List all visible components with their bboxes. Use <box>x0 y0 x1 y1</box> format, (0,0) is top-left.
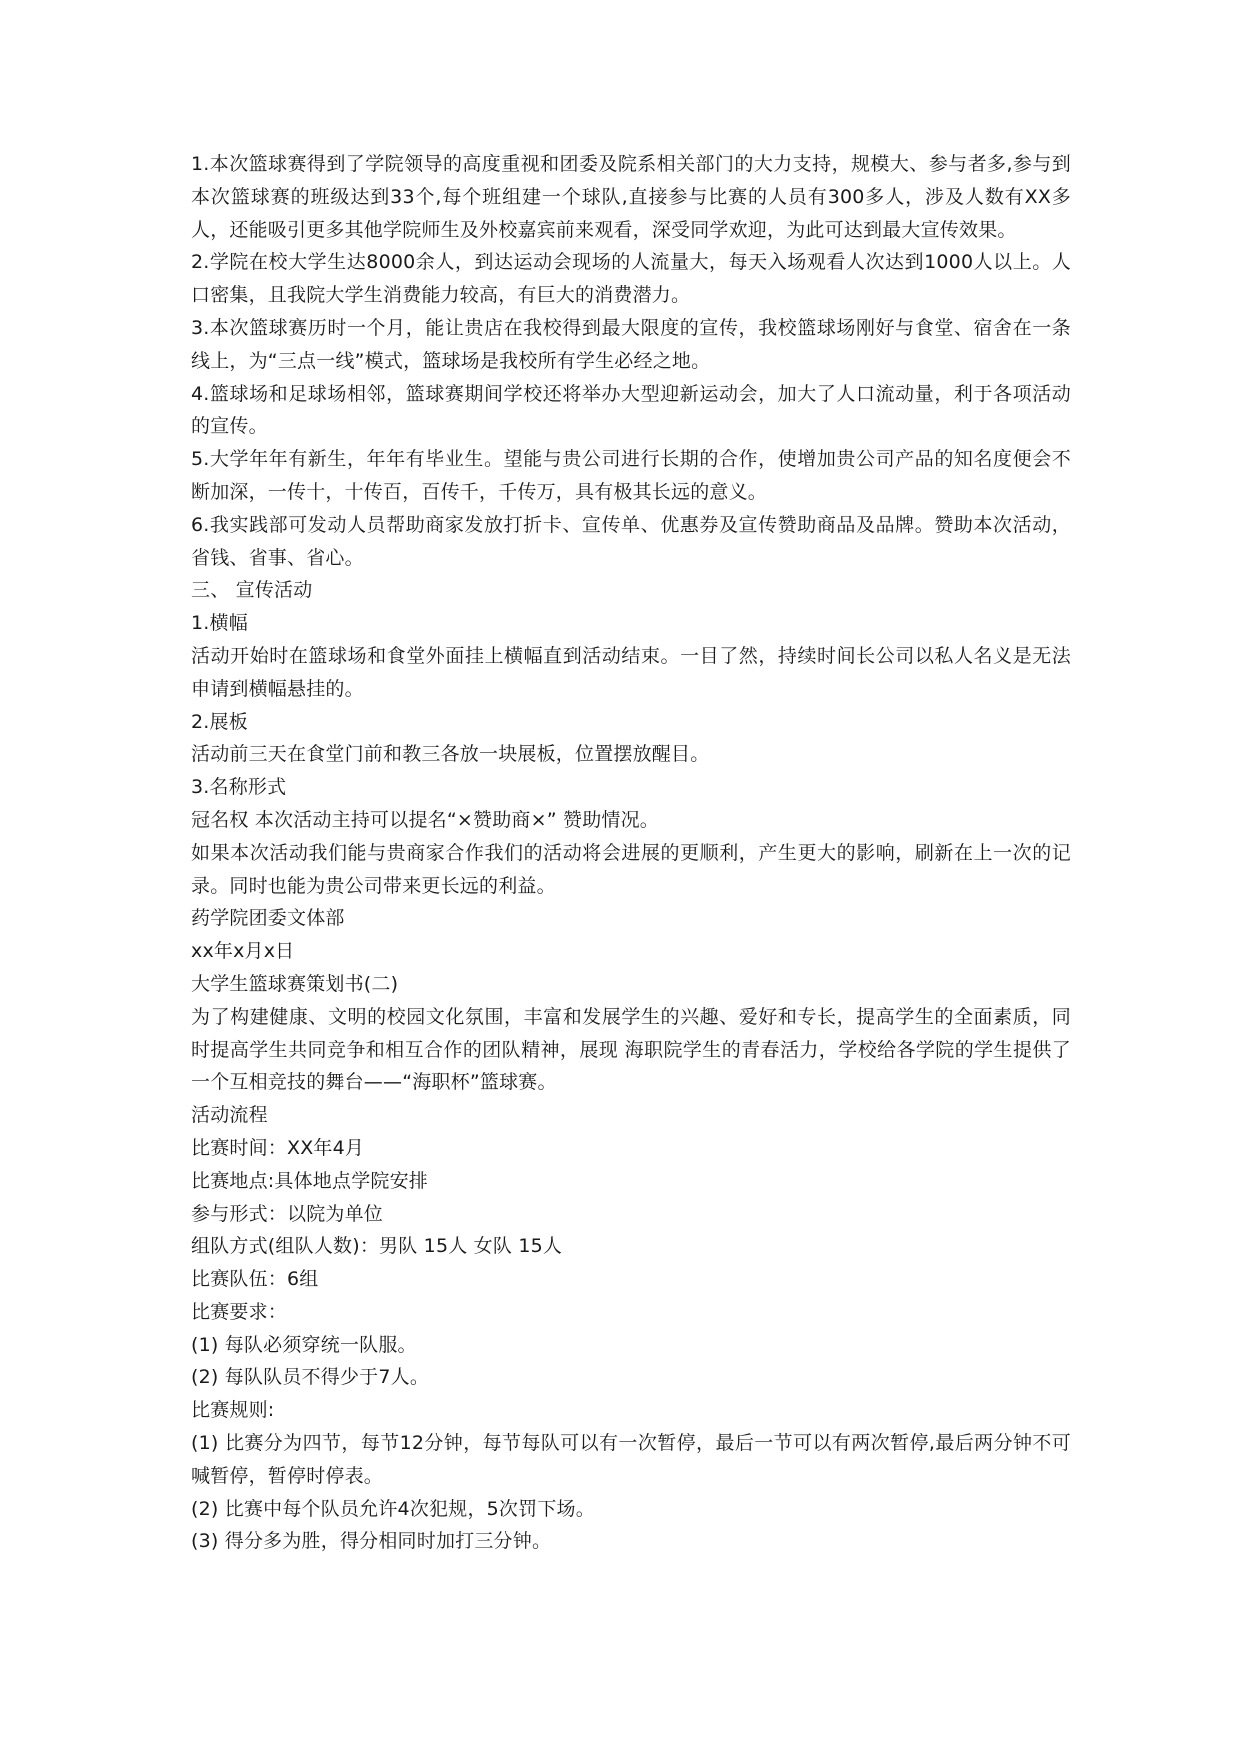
list-item: 比赛队伍：6组 <box>191 1268 319 1291</box>
list-item: 比赛地点:具体地点学院安排 <box>191 1169 429 1192</box>
paragraph: 1.本次篮球赛得到了学院领导的高度重视和团委及院系相关部门的大力支持，规模大、参与者多,参与到本次篮球赛的班级达到33个,每个班组建一个球队,直接参与比赛的人员有300多人，涉及人数有XX多人，还能吸引更多其他学院师生及外校嘉宾前来观看，深受同学欢迎，为此可达到最大宣传效果。 <box>191 153 1071 241</box>
list-item: (3) 得分多为胜，得分相同时加打三分钟。 <box>191 1530 552 1553</box>
subheading: 活动流程 <box>191 1104 268 1127</box>
subheading: 2.展板 <box>191 710 248 733</box>
document-title: 大学生篮球赛策划书(二) <box>191 972 399 995</box>
list-item: (2) 比赛中每个队员允许4次犯规，5次罚下场。 <box>191 1497 595 1520</box>
paragraph: 2.学院在校大学生达8000余人，到达运动会现场的人流量大，每天入场观看人次达到1000人以上。人口密集，且我院大学生消费能力较高，有巨大的消费潜力。 <box>191 251 1071 307</box>
list-item: (1) 每队必须穿统一队服。 <box>191 1333 417 1356</box>
subheading: 比赛规则: <box>191 1399 275 1422</box>
paragraph: 5.大学年年有新生，年年有毕业生。望能与贵公司进行长期的合作，使增加贵公司产品的知名度便会不断加深，一传十，十传百，百传千，千传万，具有极其长远的意义。 <box>191 448 1071 503</box>
list-item: 参与形式：以院为单位 <box>191 1202 384 1225</box>
paragraph: 冠名权 本次活动主持可以提名“×赞助商×” 赞助情况。 <box>191 808 660 831</box>
paragraph: 活动前三天在食堂门前和教三各放一块展板，位置摆放醒目。 <box>191 743 710 766</box>
paragraph: 为了构建健康、文明的校园文化氛围，丰富和发展学生的兴趣、爱好和专长，提高学生的全面素质，同时提高学生共同竞争和相互合作的团队精神，展现 海职院学生的青春活力，学校给各学院的学生提供了一个互相竞技的舞台——“海职杯”篮球赛。 <box>191 1005 1071 1094</box>
paragraph: 活动开始时在篮球场和食堂外面挂上横幅直到活动结束。一目了然，持续时间长公司以私人名义是无法申请到横幅悬挂的。 <box>191 644 1071 700</box>
signature-date: xx年x月x日 <box>191 940 295 963</box>
paragraph: 6.我实践部可发动人员帮助商家发放打折卡、宣传单、优惠券及宣传赞助商品及品牌。赞助本次活动，省钱、省事、省心。 <box>191 513 1071 569</box>
paragraph: 4.篮球场和足球场相邻，篮球赛期间学校还将举办大型迎新运动会，加大了人口流动量，利于各项活动的宣传。 <box>191 382 1071 438</box>
list-item: (1) 比赛分为四节，每节12分钟，每节每队可以有一次暂停，最后一节可以有两次暂停,最后两分钟不可喊暂停，暂停时停表。 <box>191 1432 1071 1487</box>
section-heading: 三、 宣传活动 <box>191 579 313 602</box>
list-item: 组队方式(组队人数)：男队 15人 女队 15人 <box>191 1235 563 1258</box>
document-page <box>191 148 1071 1558</box>
paragraph: 如果本次活动我们能与贵商家合作我们的活动将会进展的更顺利，产生更大的影响，刷新在上一次的记录。同时也能为贵公司带来更长远的利益。 <box>191 841 1071 897</box>
list-item: 比赛时间：XX年4月 <box>191 1136 365 1159</box>
signature-org: 药学院团委文体部 <box>191 907 345 930</box>
subheading: 3.名称形式 <box>191 776 287 799</box>
list-item: (2) 每队队员不得少于7人。 <box>191 1366 430 1389</box>
subheading: 1.横幅 <box>191 612 248 635</box>
subheading: 比赛要求： <box>191 1300 288 1323</box>
paragraph: 3.本次篮球赛历时一个月，能让贵店在我校得到最大限度的宣传，我校篮球场刚好与食堂、宿舍在一条线上，为“三点一线”模式，篮球场是我校所有学生必经之地。 <box>191 316 1071 372</box>
